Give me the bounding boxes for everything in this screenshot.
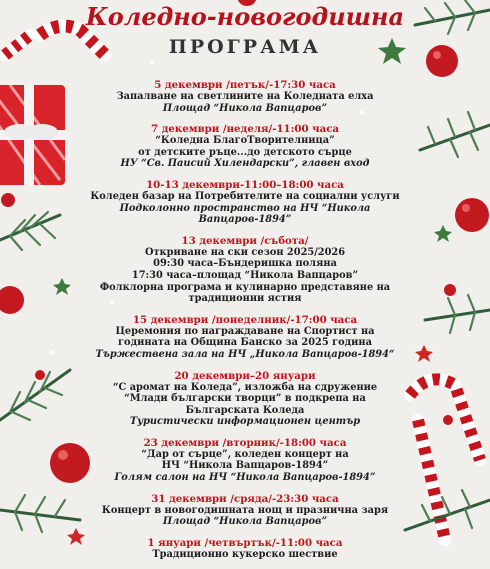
event-venue: Голям салон на НЧ “Никола Вапцаров-1894”	[114, 472, 376, 484]
event-description: Коледен базар на Потребителите на социални услуги	[90, 190, 400, 202]
star-icon	[53, 278, 71, 295]
event-description: Церемония по награждаване на Спортист на	[115, 325, 375, 337]
event-description: Българската Коледа	[185, 404, 305, 416]
event-date: 20 декември–20 януари	[174, 369, 316, 382]
event-venue: Туристически информационен център	[129, 416, 361, 428]
event-date: 7 декември /неделя/-11:00 часа	[150, 123, 339, 136]
event-description: годината на Община Банско за 2025 година	[118, 337, 372, 349]
event-description: НЧ “Никола Вапцаров-1894”	[161, 460, 329, 472]
event-item	[85, 179, 405, 226]
event-item	[85, 437, 405, 484]
event-item	[85, 123, 405, 170]
event-description: 17:30 часа–площад “Никола Вапцаров”	[131, 269, 359, 281]
pine-branch-icon	[0, 495, 80, 532]
event-description: “Коледна БлагоТворителница”	[155, 135, 335, 147]
event-item	[85, 314, 405, 361]
event-date: 1 януари /четвъртък/-11:00 часа	[147, 536, 343, 549]
event-description: Откриване на ски сезон 2025/2026	[144, 246, 346, 258]
event-venue: НУ “Св. Паисий Хилендарски”, главен вход	[120, 158, 370, 170]
pine-branch-icon	[420, 112, 490, 157]
ornament-icon	[0, 286, 24, 314]
star-icon	[415, 345, 433, 362]
event-venue: Площад “Никола Вапцаров”	[162, 102, 328, 114]
ornament-icon	[35, 370, 45, 380]
star-icon	[67, 528, 85, 545]
event-date: 5 декември /петък/-17:30 часа	[154, 79, 336, 91]
event-description: Традиционно кукерско шествие	[152, 548, 338, 560]
event-item	[85, 370, 405, 428]
ornament-icon	[1, 193, 15, 207]
event-date: 31 декември /сряда/-23:30 часа	[151, 492, 339, 505]
gift-box-icon	[0, 85, 65, 185]
event-description: “Дар от сърце”, коледен концерт на	[141, 448, 349, 460]
pine-branch-icon	[0, 370, 70, 420]
event-venue: Подколонно пространство на НЧ “Никола Вапцаров-1894”	[119, 202, 371, 226]
ornament-icon	[443, 415, 453, 425]
pine-branch-icon	[0, 212, 60, 250]
event-description: от детските ръце...до детското сърце	[138, 146, 352, 158]
ornament-icon	[455, 198, 489, 232]
event-venue: Площад “Никола Вапцаров”	[162, 516, 328, 528]
event-description: 09:30 часа–Бъндеришка поляна	[153, 258, 337, 270]
event-item	[85, 537, 405, 561]
event-date: 15 декември /понеделник/-17:00 часа	[132, 313, 358, 326]
event-item	[85, 493, 405, 528]
event-description: Запалване на светлините на Коледната елха	[116, 91, 374, 102]
event-description: Фолклорна програма и кулинарно представяне на	[99, 281, 391, 293]
event-description: “Млади български творци” в подкрепа на	[124, 393, 366, 405]
event-venue: Тържествена зала на НЧ „Никола Вапцаров-1894“	[95, 348, 395, 360]
page-title: Коледно-новогодишна	[85, 2, 405, 31]
event-description: Концерт в новогодишната нощ и празнична заря	[101, 504, 389, 516]
event-item	[85, 235, 405, 305]
pine-branch-icon	[425, 295, 490, 333]
event-description: традиционни ястия	[188, 293, 302, 305]
ornament-icon	[50, 443, 90, 483]
event-date: 23 декември /вторник/-18:00 часа	[143, 436, 347, 449]
star-icon	[434, 225, 452, 242]
event-item	[85, 79, 405, 114]
ornament-icon	[444, 284, 456, 296]
page-subtitle: ПРОГРАМА	[168, 36, 322, 58]
event-date: 10-13 декември-11:00–18:00 часа	[146, 178, 344, 191]
event-date: 13 декември /събота/	[181, 234, 309, 247]
event-list	[85, 79, 405, 569]
event-description: “С аромат на Коледа”, изложба на сдружение	[112, 381, 378, 393]
